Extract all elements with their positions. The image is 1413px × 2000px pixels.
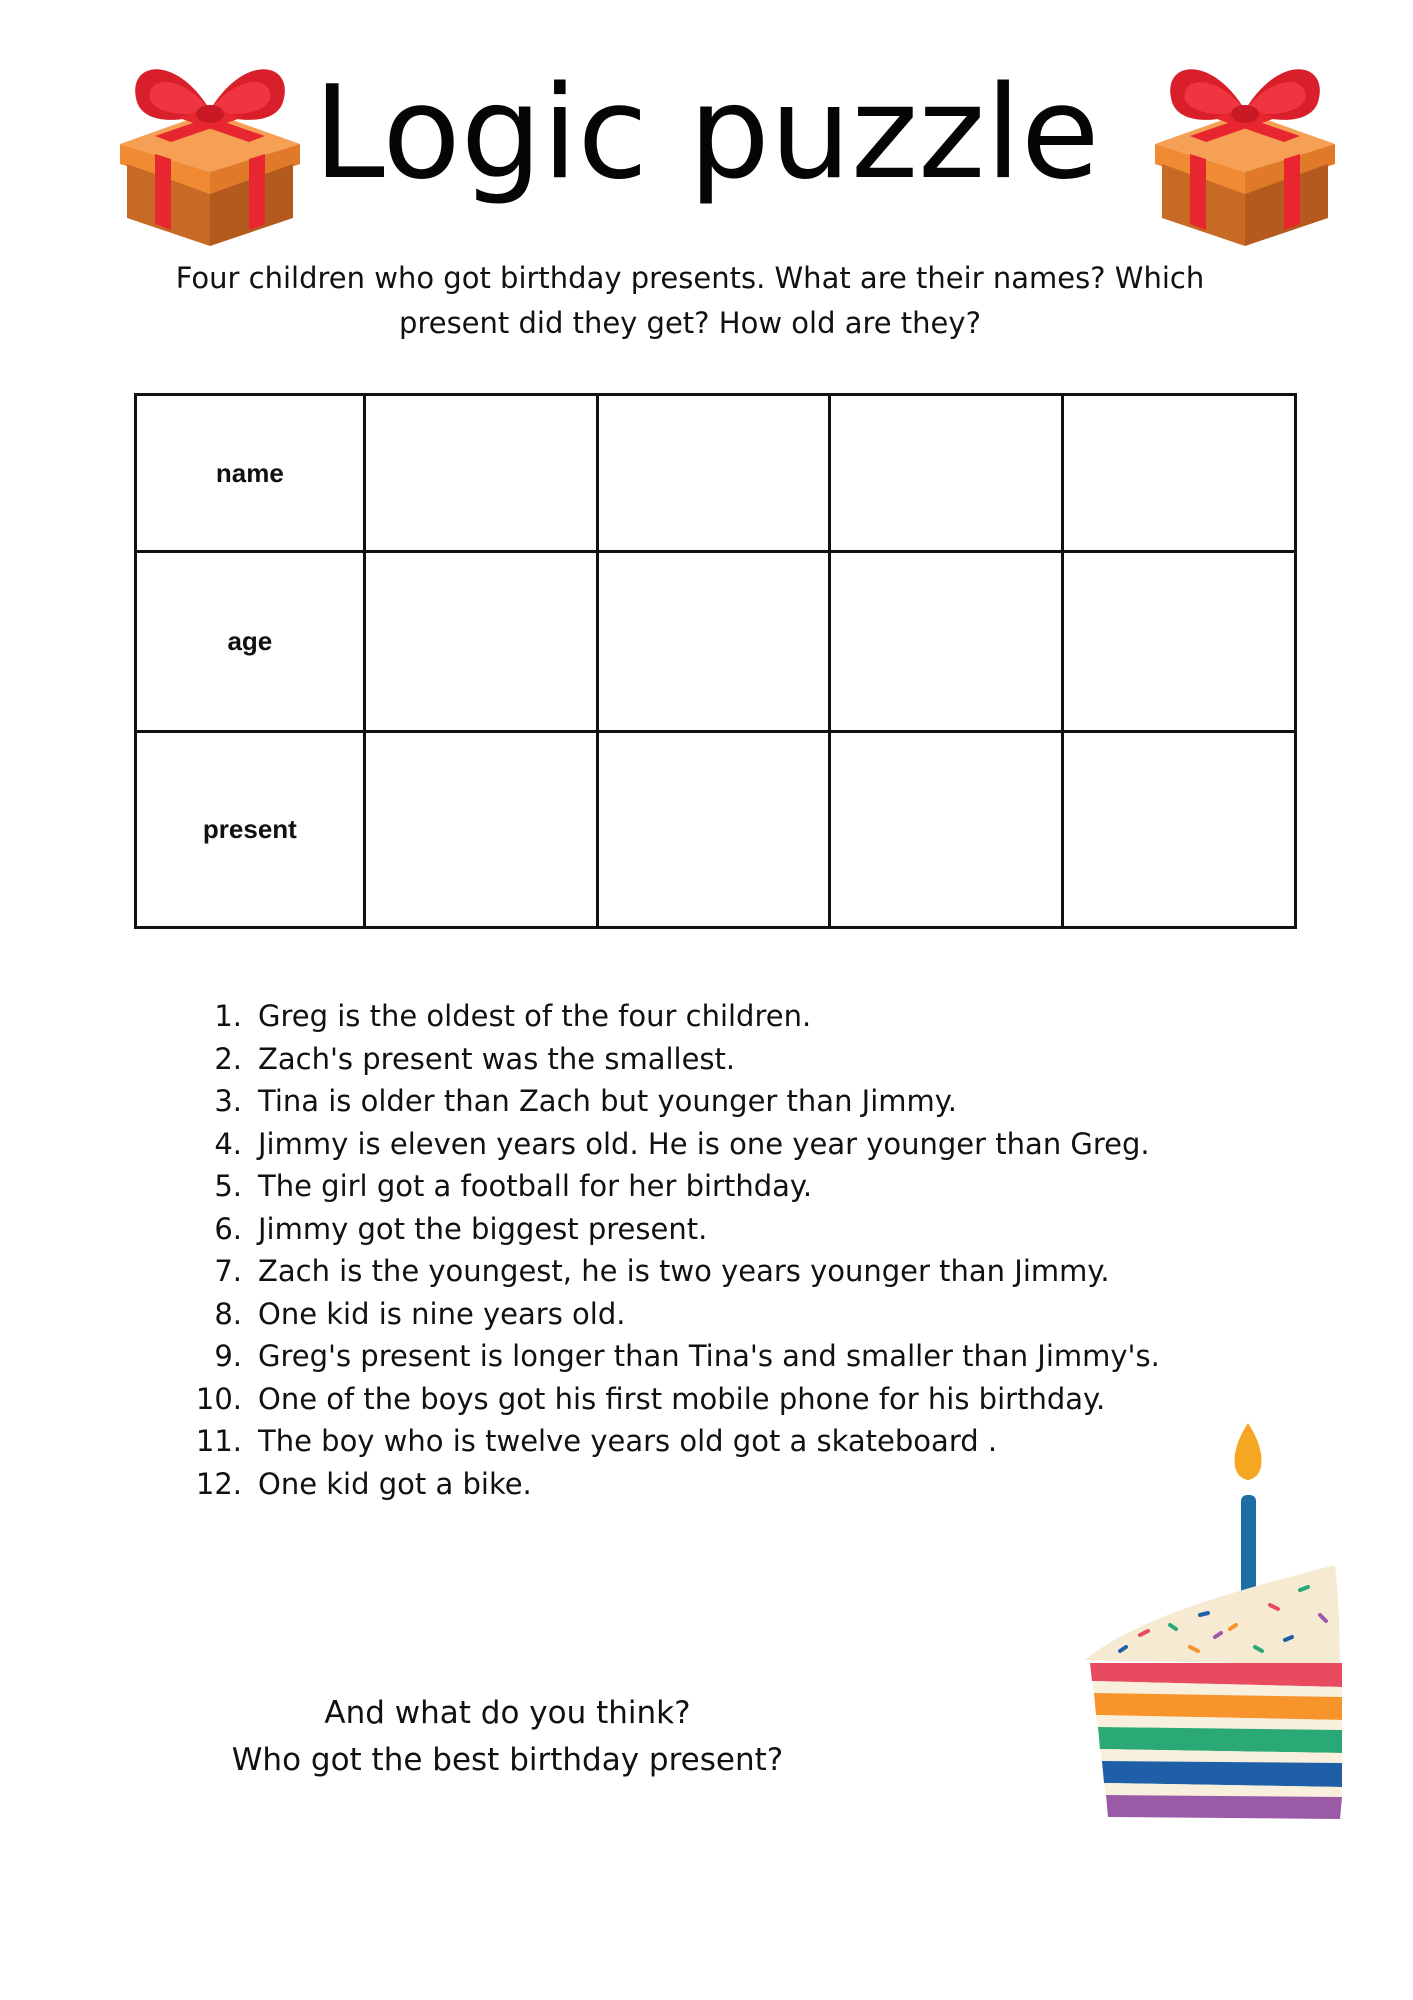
answer-cell[interactable] (830, 732, 1063, 928)
row-label-name: name (136, 395, 365, 552)
answer-cell[interactable] (830, 395, 1063, 552)
intro-line-2: present did they get? How old are they? (399, 306, 981, 340)
clue-number: 7. (214, 1254, 242, 1288)
clue-text: One of the boys got his first mobile phone for his birthday. (258, 1381, 1106, 1416)
clue-text: One kid is nine years old. (258, 1296, 626, 1331)
answer-cell[interactable] (1063, 732, 1296, 928)
clue-number: 1. (214, 999, 242, 1033)
clue-text: Tina is older than Zach but younger than Jimmy. (258, 1084, 958, 1118)
grid-row-age (136, 552, 1296, 732)
list-item (0, 1378, 1160, 1421)
clue-text: Jimmy is eleven years old. He is one year younger than Greg. (258, 1126, 1150, 1161)
clue-number: 10. (195, 1381, 242, 1416)
clue-number: 2. (214, 1041, 242, 1076)
clue-text: Zach is the youngest, he is two years younger than Jimmy. (258, 1254, 1110, 1288)
answer-cell[interactable] (364, 552, 597, 732)
answer-cell[interactable] (597, 732, 830, 928)
answer-cell[interactable] (1063, 552, 1296, 732)
answer-cell[interactable] (364, 732, 597, 928)
clue-number: 5. (214, 1169, 242, 1203)
clue-number: 4. (214, 1126, 242, 1161)
grid-row-name (136, 395, 1296, 552)
row-label-age: age (136, 552, 365, 732)
grid-row-present (136, 732, 1296, 928)
clue-text: Zach's present was the smallest. (258, 1041, 736, 1076)
list-item (0, 1463, 1160, 1506)
clue-list (0, 995, 1160, 1505)
list-item (0, 1293, 1160, 1336)
list-item (0, 1420, 1160, 1463)
list-item (0, 1208, 1160, 1251)
clue-text: The girl got a football for her birthday. (258, 1169, 813, 1203)
list-item (0, 1080, 1160, 1123)
list-item (0, 1165, 1160, 1208)
answer-cell[interactable] (597, 552, 830, 732)
answer-cell[interactable] (597, 395, 830, 552)
clue-text: The boy who is twelve years old got a skateboard . (258, 1424, 998, 1458)
intro-line-1: Four children who got birthday presents. What are their names? Which (175, 261, 1205, 295)
closing-line-2: Who got the best birthday present? (231, 1742, 784, 1778)
clue-text: Jimmy got the biggest present. (258, 1211, 708, 1246)
answer-cell[interactable] (830, 552, 1063, 732)
intro-text (100, 256, 1280, 346)
list-item (0, 1335, 1160, 1378)
clue-number: 11. (195, 1424, 242, 1458)
clue-number: 6. (214, 1211, 242, 1246)
clue-number: 8. (214, 1296, 242, 1331)
clue-text: Greg's present is longer than Tina's and smaller than Jimmy's. (258, 1339, 1160, 1373)
clue-text: Greg is the oldest of the four children. (258, 999, 812, 1033)
clue-number: 9. (214, 1339, 242, 1373)
clue-number: 3. (214, 1084, 242, 1118)
list-item (0, 1250, 1160, 1293)
list-item (0, 1123, 1160, 1166)
answer-cell[interactable] (1063, 395, 1296, 552)
list-item (0, 1038, 1160, 1081)
page-title: Logic puzzle (313, 59, 1100, 208)
list-item (0, 995, 1160, 1038)
closing-line-1: And what do you think? (324, 1695, 691, 1731)
answer-cell[interactable] (364, 395, 597, 552)
clue-text: One kid got a bike. (258, 1466, 532, 1501)
birthday-cake-slice-icon (1080, 1415, 1360, 1835)
row-label-present: present (136, 732, 365, 928)
closing-question (170, 1690, 845, 1784)
clue-number: 12. (195, 1466, 242, 1501)
answer-grid (134, 393, 1297, 929)
